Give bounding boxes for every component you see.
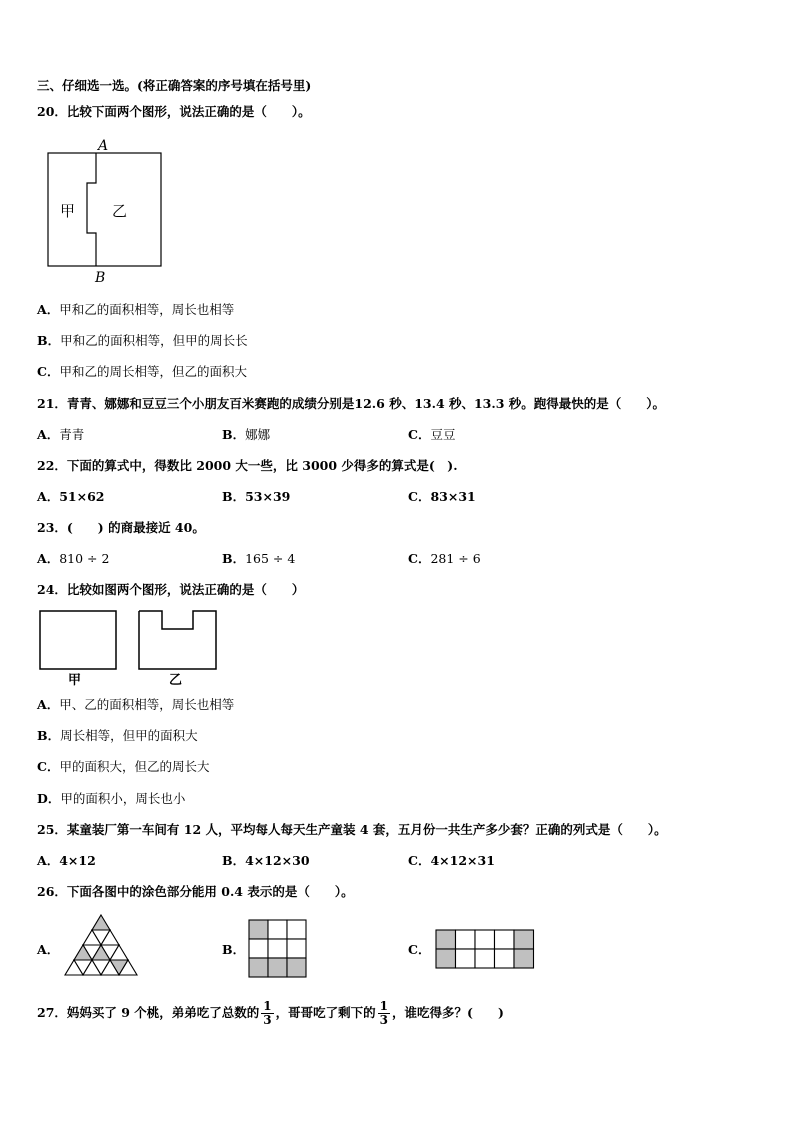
q21-option-c[interactable]: C．豆豆 <box>408 427 456 442</box>
q26-c-9 <box>495 949 515 968</box>
q26-triangle-figure <box>64 913 140 981</box>
q20-divider <box>87 153 96 266</box>
q24-shape-jia <box>40 611 116 669</box>
q26-c-4 <box>495 930 515 949</box>
q20-label-b: B <box>95 270 106 286</box>
q23-stem: 23．( ) 的商最接近 40。 <box>37 520 205 535</box>
q26-cell-9 <box>287 958 306 977</box>
q20-option-a[interactable]: A．甲和乙的面积相等，周长也相等 <box>37 302 235 317</box>
q25-option-a[interactable]: A．4×12 <box>37 853 96 868</box>
q21-option-a[interactable]: A．青青 <box>37 427 85 442</box>
q26-cell-6 <box>287 939 306 958</box>
q27-stem: 27．妈妈买了 9 个桃，弟弟吃了总数的 $\frac{1}{3}$ ，哥哥吃了剩下的 $\frac{1}{3}$ ，谁吃得多？( ) <box>37 999 504 1027</box>
section-title: 三、仔细选一选。(将正确答案的序号填在括号里) <box>37 78 312 93</box>
q26-option-c[interactable]: C． <box>408 942 431 957</box>
q20-option-c[interactable]: C．甲和乙的周长相等，但乙的面积大 <box>37 364 247 379</box>
q22-option-a[interactable]: A．51×62 <box>37 489 105 504</box>
q25-option-c[interactable]: C．4×12×31 <box>408 853 495 868</box>
q26-grid5x2-figure <box>434 928 536 972</box>
q21-option-b[interactable]: B．娜娜 <box>222 427 271 442</box>
q20-stem: 20．比较下面两个图形，说法正确的是（ ）。 <box>37 104 311 119</box>
q20-label-a: A <box>98 138 109 154</box>
q26-stem: 26．下面各图中的涂色部分能用 0.4 表示的是（ ）。 <box>37 884 354 899</box>
q26-option-a[interactable]: A． <box>37 942 60 957</box>
q23-option-c[interactable]: C．281 ÷ 6 <box>408 551 481 566</box>
q26-c-1 <box>436 930 456 949</box>
q26-grid3x3-figure <box>247 918 309 980</box>
q26-c-8 <box>475 949 495 968</box>
q26-c-6 <box>436 949 456 968</box>
q27-fraction-1: $\frac{1}{3}$ <box>263 999 272 1027</box>
q26-cell-4 <box>249 939 268 958</box>
q24-stem: 24．比较如图两个图形，说法正确的是（ ） <box>37 582 305 597</box>
q26-cell-3 <box>287 920 306 939</box>
q22-option-c[interactable]: C．83×31 <box>408 489 476 504</box>
q26-cell-1 <box>249 920 268 939</box>
q24-label-yi: 乙 <box>169 673 183 688</box>
q26-cell-8 <box>268 958 287 977</box>
q21-stem: 21．青青、娜娜和豆豆三个小朋友百米赛跑的成绩分别是12.6 秒、13.4 秒、13.3 秒。跑得最快的是（ ）。 <box>37 396 666 411</box>
q27-fraction-2: $\frac{1}{3}$ <box>379 999 389 1027</box>
q26-tri-1 <box>92 915 110 930</box>
q26-cell-5 <box>268 939 287 958</box>
q26-c-7 <box>456 949 476 968</box>
q22-stem: 22．下面的算式中，得数比 2000 大一些，比 3000 少得多的算式是( ). <box>37 458 458 473</box>
q20-label-jia: 甲 <box>60 202 76 220</box>
q26-cell-2 <box>268 920 287 939</box>
q23-option-b[interactable]: B．165 ÷ 4 <box>222 551 296 566</box>
q26-c-2 <box>456 930 476 949</box>
q24-option-b[interactable]: B．周长相等，但甲的面积大 <box>37 728 198 743</box>
q26-cell-7 <box>249 958 268 977</box>
q24-option-d[interactable]: D．甲的面积小，周长也小 <box>37 791 186 806</box>
q20-figure <box>40 136 170 286</box>
q20-label-yi: 乙 <box>112 202 128 220</box>
q24-shape-yi <box>139 611 216 669</box>
q26-c-10 <box>514 949 534 968</box>
q24-label-jia: 甲 <box>68 673 82 688</box>
q26-c-3 <box>475 930 495 949</box>
q23-option-a[interactable]: A．810 ÷ 2 <box>37 551 110 566</box>
q25-option-b[interactable]: B．4×12×30 <box>222 853 310 868</box>
q24-option-a[interactable]: A．甲、乙的面积相等，周长也相等 <box>37 697 235 712</box>
q24-option-c[interactable]: C．甲的面积大，但乙的周长大 <box>37 759 210 774</box>
q22-option-b[interactable]: B．53×39 <box>222 489 291 504</box>
q24-figure <box>36 608 226 688</box>
q25-stem: 25．某童装厂第一车间有 12 人，平均每人每天生产童装 4 套，五月份一共生产多少套？正确的列式是（ ）。 <box>37 822 667 837</box>
q26-c-5 <box>514 930 534 949</box>
q20-option-b[interactable]: B．甲和乙的面积相等，但甲的周长长 <box>37 333 248 348</box>
q26-option-b[interactable]: B． <box>222 942 246 957</box>
